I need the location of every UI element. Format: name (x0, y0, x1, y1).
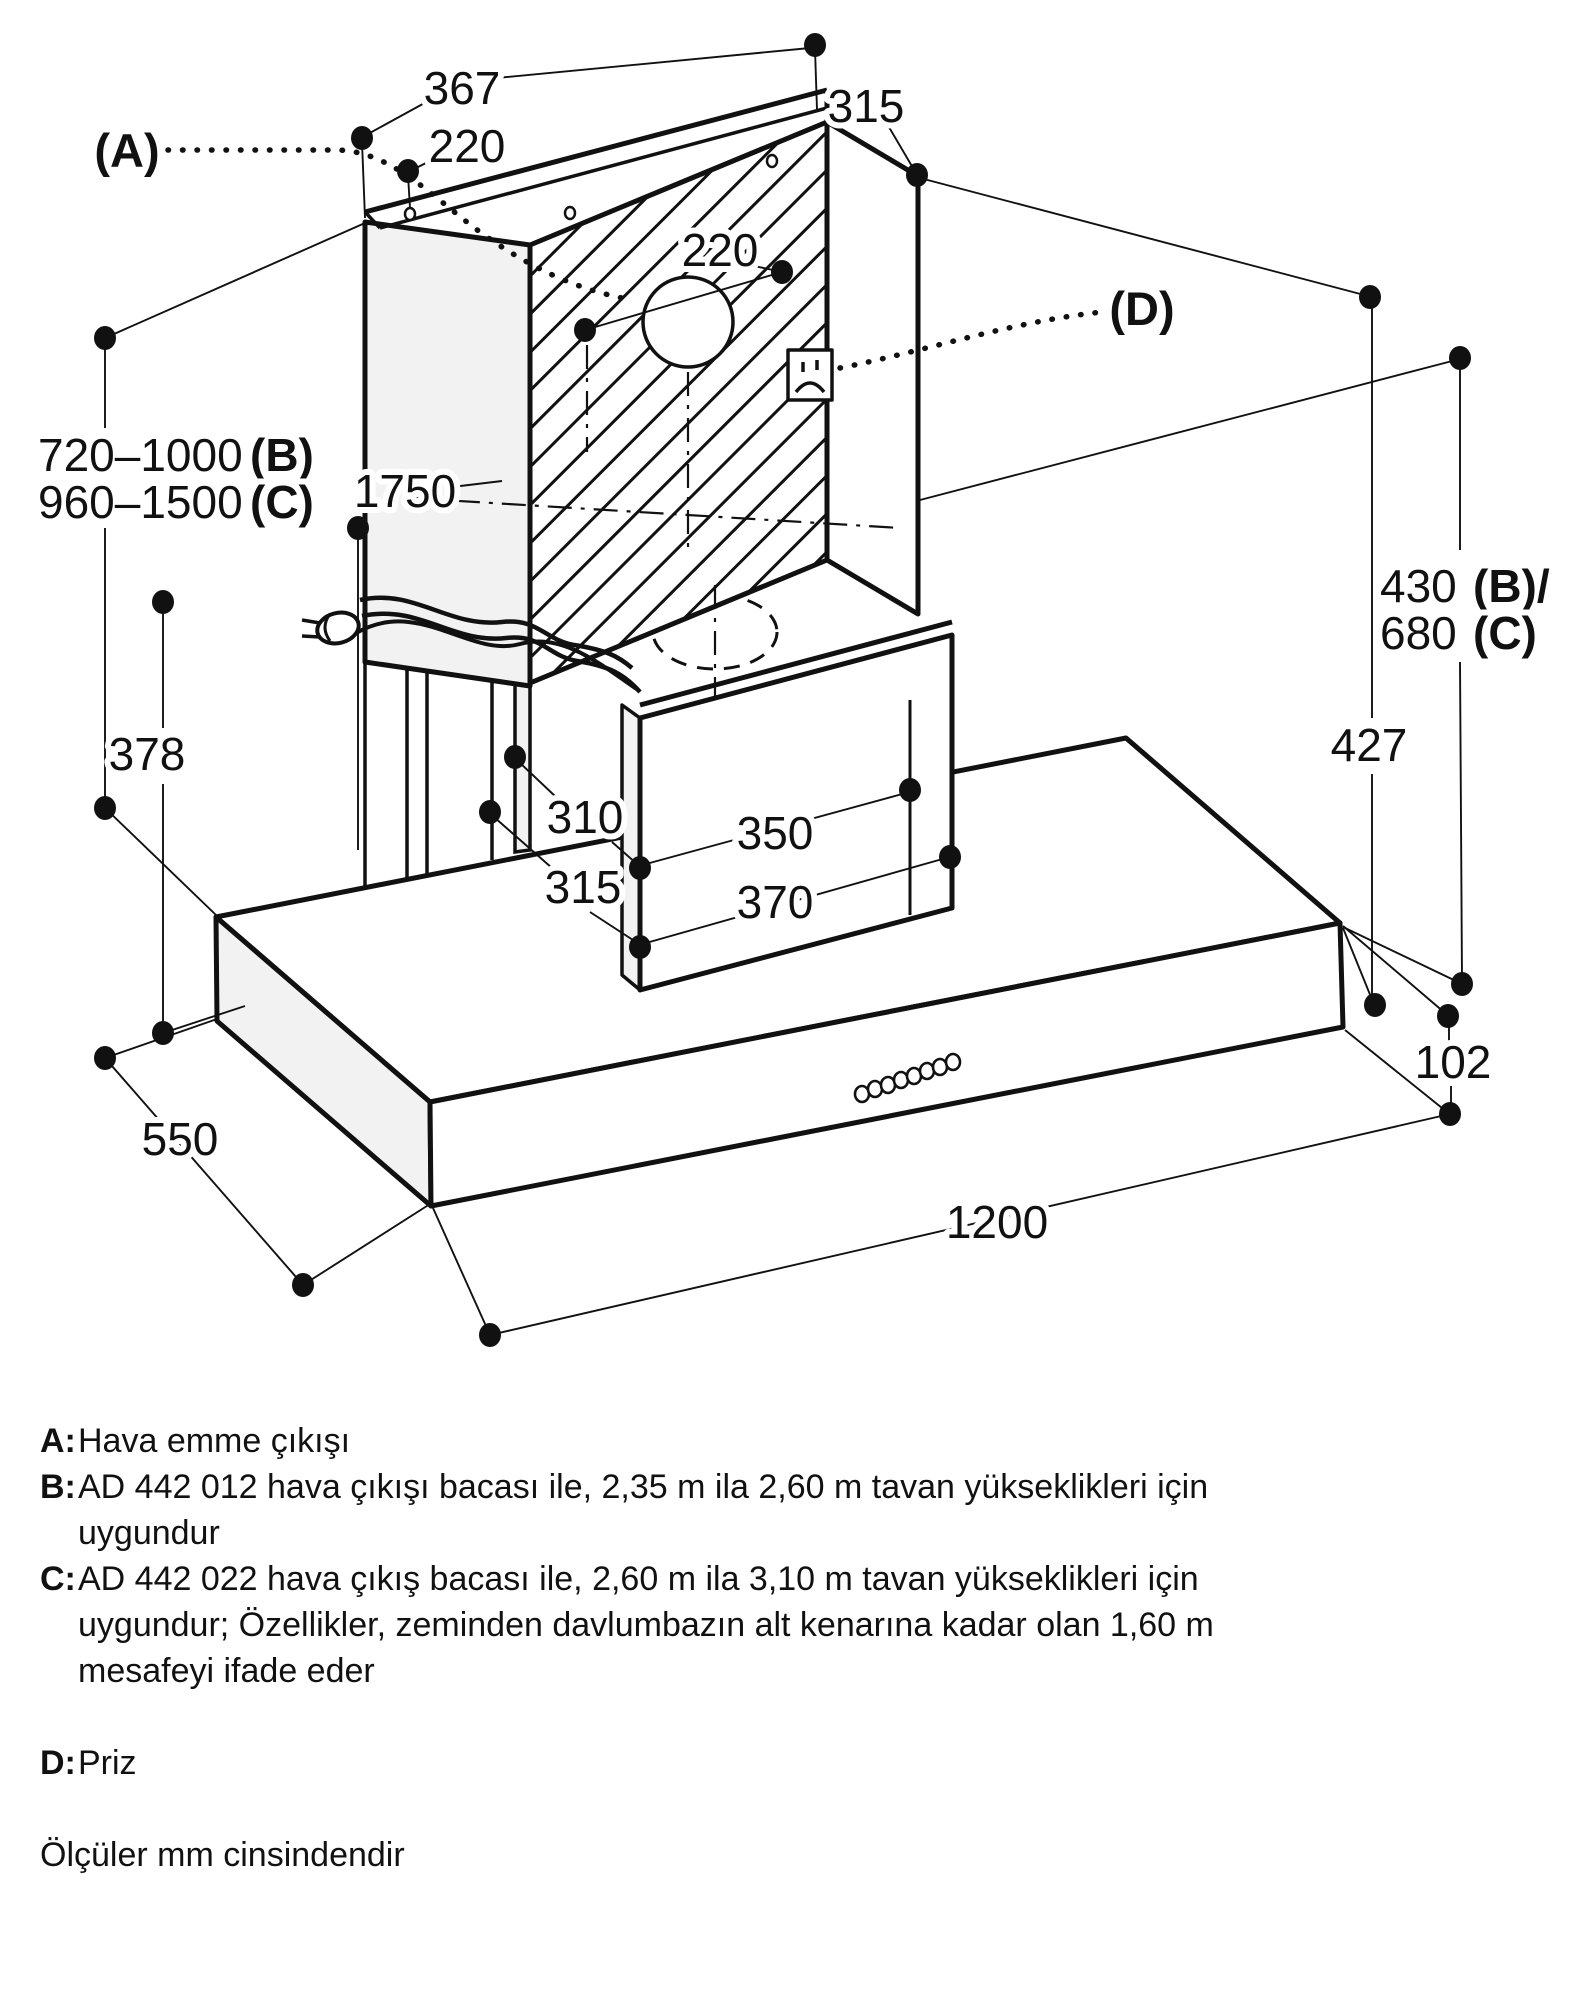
dim-680: 680 (1380, 607, 1457, 659)
dim-310: 310 (546, 791, 624, 843)
legend-item-b (40, 1464, 1540, 1556)
callout-a: (A) (94, 124, 160, 177)
dim-680-tag: (C) (1473, 607, 1537, 659)
legend-text: AD 442 012 hava çıkışı bacası ile, 2,35 m ila 2,60 m tavan yükseklikleri için (78, 1468, 1209, 1506)
dim-427: 427 (1330, 719, 1408, 771)
legend-label-b: B: (40, 1468, 76, 1506)
socket-icon (788, 350, 832, 400)
legend-label-d: D: (40, 1744, 76, 1782)
legend-item-c (40, 1556, 1540, 1694)
dim-1750: 1750 (353, 465, 457, 517)
dim-350: 350 (736, 807, 814, 859)
legend (40, 1418, 1540, 1786)
legend-item-a (40, 1418, 1540, 1464)
dim-315-duct: 315 (544, 861, 622, 913)
units-note: Ölçüler mm cinsindendir (40, 1836, 405, 1874)
upper-chimney (360, 90, 918, 692)
dim-370: 370 (736, 876, 814, 928)
dim-367: 367 (423, 62, 501, 114)
wall-plate-hatched (530, 122, 827, 683)
dim-430: 430 (1380, 560, 1457, 612)
dim-960-1500: 960–1500 (38, 476, 243, 528)
dim-220-top: 220 (428, 120, 506, 172)
dim-315-top: 315 (827, 80, 905, 132)
dim-430-tag: (B)/ (1473, 560, 1550, 612)
dim-378: 378 (108, 728, 186, 780)
legend-text: uygundur (78, 1514, 220, 1552)
dim-1200: 1200 (945, 1196, 1049, 1248)
callout-d: (D) (1109, 282, 1175, 335)
legend-item-d (40, 1740, 1540, 1786)
dim-720-1000: 720–1000 (38, 429, 243, 481)
dim-720-1000-tag: (B) (250, 429, 314, 481)
dim-102: 102 (1414, 1036, 1492, 1088)
dim-220-plate: 220 (681, 224, 759, 276)
dim-960-1500-tag: (C) (250, 476, 314, 528)
legend-label-c: C: (40, 1560, 76, 1598)
dim-550: 550 (141, 1113, 219, 1165)
legend-text: mesafeyi ifade eder (78, 1652, 375, 1690)
legend-text: uygundur; Özellikler, zeminden davlumbazın alt kenarına kadar olan 1,60 m (78, 1606, 1214, 1644)
legend-text: Priz (78, 1744, 137, 1782)
legend-text: AD 442 022 hava çıkış bacası ile, 2,60 m ila 3,10 m tavan yükseklikleri için (78, 1560, 1199, 1598)
legend-label-a: A: (40, 1422, 76, 1460)
legend-text: Hava emme çıkışı (78, 1422, 351, 1460)
